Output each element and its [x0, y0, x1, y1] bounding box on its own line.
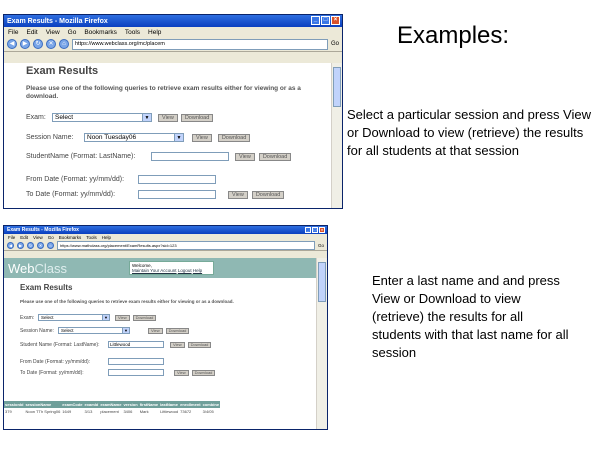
menu-go[interactable]: Go	[67, 28, 77, 36]
forward-icon[interactable]: ▶	[20, 39, 30, 49]
from-date-row	[20, 358, 164, 365]
window-titlebar	[4, 226, 327, 234]
menu-edit[interactable]: Edit	[26, 28, 38, 36]
navigation-toolbar	[4, 241, 327, 251]
go-button[interactable]: Go	[330, 41, 339, 47]
window-title: Exam Results - Mozilla Firefox	[7, 227, 79, 233]
maximize-icon[interactable]: □	[313, 227, 317, 232]
maximize-icon[interactable]: □	[321, 16, 330, 25]
window-titlebar	[4, 15, 342, 27]
exam-view-button[interactable]: View	[115, 315, 130, 321]
scroll-thumb[interactable]	[318, 262, 326, 302]
session-select[interactable]	[58, 327, 130, 334]
table-cell: 3/4/05	[202, 409, 214, 414]
chevron-down-icon: ▼	[142, 114, 151, 121]
table-cell: 3/13	[84, 409, 93, 414]
date-download-button[interactable]: Download	[192, 370, 216, 376]
back-icon[interactable]: ◀	[8, 243, 13, 248]
exam-label: Exam:	[26, 114, 46, 121]
date-view-button[interactable]: View	[228, 191, 248, 199]
stop-icon[interactable]: ✕	[38, 243, 43, 248]
menu-help[interactable]: Help	[101, 235, 112, 240]
table-cell: Littlewood	[160, 409, 179, 414]
scroll-thumb[interactable]	[333, 67, 341, 107]
caption-session-example: Select a particular session and press View or Download to view (retrieve) the results for all students at that session	[347, 107, 591, 158]
column-header[interactable]: examName	[100, 402, 122, 407]
page-content	[4, 63, 332, 208]
menu-go[interactable]: Go	[47, 235, 54, 240]
student-download-button[interactable]: Download	[259, 153, 291, 161]
to-date-input[interactable]	[108, 369, 164, 376]
vertical-scrollbar[interactable]	[331, 63, 342, 208]
page-description: Please use one of the following queries to retrieve exam results either for viewing or as a download.	[20, 299, 234, 304]
minimize-icon[interactable]: _	[311, 16, 320, 25]
student-label: StudentName (Format: LastName):	[26, 153, 136, 160]
close-icon[interactable]: ×	[320, 227, 324, 232]
menu-tools[interactable]: Tools	[124, 28, 141, 36]
date-download-button[interactable]: Download	[252, 191, 284, 199]
table-cell: Mark	[139, 409, 149, 414]
vertical-scrollbar[interactable]	[316, 258, 327, 429]
table-header-row	[4, 401, 220, 408]
welcome-text: Welcome,	[132, 263, 152, 268]
table-cell: 73672	[180, 409, 192, 414]
to-date-row	[20, 369, 215, 376]
to-date-label: To Date (Format: yy/mm/dd):	[26, 191, 116, 198]
student-row	[20, 341, 211, 348]
reload-icon[interactable]: ↻	[33, 39, 43, 49]
chevron-down-icon: ▼	[122, 328, 129, 333]
menu-edit[interactable]: Edit	[20, 235, 29, 240]
session-select-value: Noon Tuesday06	[87, 134, 137, 141]
home-icon[interactable]: ⌂	[59, 39, 69, 49]
column-header[interactable]: combine	[202, 402, 220, 407]
stop-icon[interactable]: ✕	[46, 39, 56, 49]
menu-help[interactable]: Help	[148, 28, 162, 36]
back-icon[interactable]: ◀	[7, 39, 17, 49]
exam-select-value: Select	[41, 315, 54, 320]
window-title: Exam Results - Mozilla Firefox	[7, 17, 108, 25]
session-label: Session Name:	[26, 134, 74, 141]
from-date-label: From Date (Format: yy/mm/dd):	[26, 176, 125, 183]
session-row	[26, 133, 250, 142]
logout-link[interactable]: Logout	[177, 268, 192, 273]
session-view-button[interactable]: View	[148, 328, 163, 334]
table-cell: 3406	[123, 409, 133, 414]
table-cell: placement	[100, 409, 119, 414]
firefox-window-session-example	[3, 14, 343, 209]
reload-icon[interactable]: ↻	[28, 243, 33, 248]
menu-file[interactable]: File	[8, 235, 16, 240]
column-header[interactable]: sessionId	[5, 402, 24, 407]
menu-view[interactable]: View	[33, 235, 43, 240]
menu-tools[interactable]: Tools	[86, 235, 97, 240]
student-download-button[interactable]: Download	[188, 342, 212, 348]
menu-bar	[4, 27, 342, 37]
exam-label: Exam:	[20, 314, 35, 321]
date-view-button[interactable]: View	[174, 370, 189, 376]
logo-suffix: Class	[34, 261, 68, 276]
exam-select[interactable]	[38, 314, 110, 321]
column-header[interactable]: examCode	[62, 402, 83, 407]
exam-row	[26, 113, 213, 122]
menu-bookmarks[interactable]: Bookmarks	[84, 28, 117, 36]
page-title: Exam Results	[20, 283, 73, 292]
to-date-label: To Date (Format: yy/mm/dd):	[20, 369, 84, 376]
session-download-button[interactable]: Download	[218, 134, 250, 142]
column-header[interactable]: version	[123, 402, 138, 407]
forward-icon[interactable]: ▶	[18, 243, 23, 248]
table-cell: 379	[5, 409, 12, 414]
menu-bar	[4, 234, 327, 241]
help-link[interactable]: Help	[192, 268, 203, 273]
from-date-input[interactable]	[108, 358, 164, 365]
to-date-input[interactable]	[138, 190, 216, 199]
student-view-button[interactable]: View	[170, 342, 185, 348]
student-name-input[interactable]: Littlewood	[108, 341, 164, 348]
from-date-input[interactable]	[138, 175, 216, 184]
exam-select[interactable]	[52, 113, 152, 122]
address-bar[interactable]: https://www.mathclass.org/placement/ExamResults.aspx?sid=123	[57, 241, 315, 250]
exam-row	[20, 314, 156, 321]
student-label: Student Name (Format: LastName):	[20, 341, 100, 348]
page-description: Please use one of the following queries to retrieve exam results either for viewing or as a download.	[26, 85, 301, 100]
student-view-button[interactable]: View	[235, 153, 255, 161]
menu-view[interactable]: View	[45, 28, 60, 36]
logo-prefix: Web	[8, 261, 35, 276]
session-view-button[interactable]: View	[192, 134, 212, 142]
table-cell: Noon TTh Spring06	[25, 409, 61, 414]
column-header[interactable]: sessionName	[24, 401, 61, 408]
from-date-label: From Date (Format: yy/mm/dd):	[20, 358, 91, 365]
menu-bookmarks[interactable]: Bookmarks	[58, 235, 82, 240]
table-cell: 1649	[62, 409, 72, 414]
exam-download-button[interactable]: Download	[181, 114, 213, 122]
session-label: Session Name:	[20, 327, 54, 334]
menu-file[interactable]: File	[8, 28, 19, 36]
page-content	[4, 258, 317, 429]
column-header[interactable]: examId	[84, 402, 99, 407]
page-title: Exam Results	[26, 65, 99, 77]
navigation-toolbar	[4, 37, 342, 52]
session-download-button[interactable]: Download	[166, 328, 190, 334]
session-row	[20, 327, 189, 334]
exam-select-value: Select	[55, 114, 74, 121]
minimize-icon[interactable]: _	[306, 227, 310, 232]
results-table	[4, 401, 220, 415]
session-select[interactable]	[84, 133, 184, 142]
site-logo	[8, 261, 67, 276]
address-bar[interactable]: https://www.webclass.org/mc/placem	[72, 39, 328, 50]
home-icon[interactable]: ⌂	[47, 242, 54, 249]
caption-lastname-example: Enter a last name and and press View or Download to view (retrieve) the results for all students with that last name for all session	[372, 273, 569, 360]
maintain-account-link[interactable]: Maintain Your Account	[132, 268, 177, 273]
exam-view-button[interactable]: View	[158, 114, 178, 122]
column-header[interactable]: lastName	[160, 402, 178, 407]
session-select-value: Select	[61, 328, 74, 333]
column-header[interactable]: firstName	[139, 402, 159, 407]
site-header	[4, 258, 317, 278]
to-date-row	[26, 190, 284, 199]
slide-heading: Examples:	[397, 22, 510, 49]
table-row	[4, 408, 220, 415]
chevron-down-icon: ▼	[102, 315, 109, 320]
firefox-window-lastname-example	[3, 225, 328, 430]
close-icon[interactable]: ×	[331, 16, 340, 25]
column-header[interactable]: enrollment	[180, 402, 201, 407]
go-button[interactable]: Go	[317, 243, 324, 248]
exam-download-button[interactable]: Download	[133, 315, 157, 321]
student-name-input[interactable]	[151, 152, 229, 161]
welcome-box	[129, 261, 214, 275]
from-date-row	[26, 175, 216, 184]
chevron-down-icon: ▼	[174, 134, 183, 141]
student-row	[26, 152, 291, 161]
